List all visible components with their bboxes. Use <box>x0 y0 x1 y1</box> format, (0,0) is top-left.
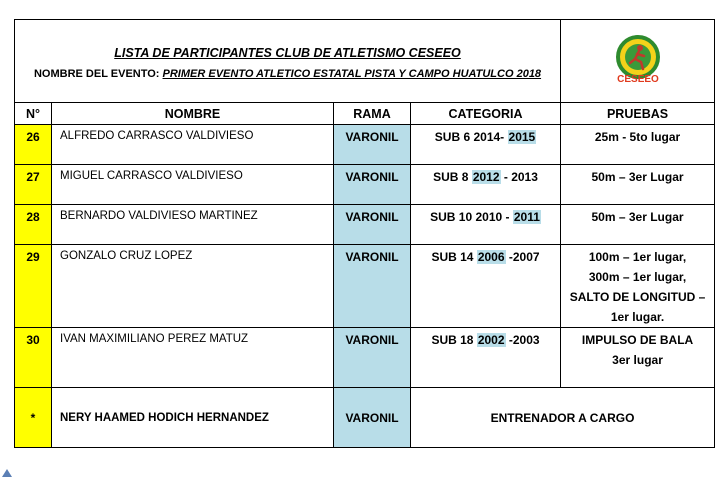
table-row <box>15 165 715 205</box>
cat-text-end: -2007 <box>508 250 540 264</box>
column-header-row <box>15 103 715 125</box>
pruebas-value <box>561 245 715 328</box>
categoria-value <box>411 245 561 328</box>
rama-value: VARONIL <box>334 205 411 245</box>
participant-name: MIGUEL CARRASCO VALDIVIESO <box>52 165 334 205</box>
table-row <box>15 205 715 245</box>
cat-highlight: 2015 <box>508 130 536 144</box>
participant-name: GONZALO CRUZ LOPEZ <box>52 245 334 328</box>
prueba-line: 25m - 5to lugar <box>594 130 681 144</box>
prueba-line: 50m – 3er Lugar <box>591 210 684 224</box>
cat-text: SUB 8 <box>433 170 469 184</box>
categoria-value <box>411 205 561 245</box>
row-number: 28 <box>15 205 52 245</box>
coach-role: ENTRENADOR A CARGO <box>411 388 715 448</box>
categoria-value <box>411 165 561 205</box>
col-nombre: NOMBRE <box>52 103 334 125</box>
row-number: 27 <box>15 165 52 205</box>
participant-name: ALFREDO CARRASCO VALDIVIESO <box>52 125 334 165</box>
prueba-line: IMPULSO DE BALA <box>581 333 694 347</box>
prueba-line: 100m – 1er lugar, <box>588 250 687 264</box>
header-cell <box>15 20 561 103</box>
logo-text: CESEEO <box>616 73 659 85</box>
categoria-value <box>411 125 561 165</box>
coach-marker: * <box>15 388 52 448</box>
participant-name: IVAN MAXIMILIANO PEREZ MATUZ <box>52 328 334 388</box>
event-label: NOMBRE DEL EVENTO: <box>33 68 160 80</box>
rama-value: VARONIL <box>334 328 411 388</box>
prueba-line: 3er lugar <box>612 353 663 367</box>
document-title: LISTA DE PARTICIPANTES CLUB DE ATLETISMO CESEEO <box>114 46 461 60</box>
cat-text: SUB 10 2010 - <box>430 210 510 224</box>
table-row <box>15 125 715 165</box>
rama-value: VARONIL <box>334 245 411 328</box>
categoria-value <box>411 328 561 388</box>
col-rama: RAMA <box>334 103 411 125</box>
row-number: 26 <box>15 125 52 165</box>
cat-highlight: 2012 <box>472 170 500 184</box>
rama-value: VARONIL <box>334 165 411 205</box>
cat-highlight: 2011 <box>513 210 540 224</box>
participants-table <box>14 19 715 448</box>
prueba-line: 300m – 1er lugar, <box>588 270 687 284</box>
prueba-line: 1er lugar. <box>610 310 665 324</box>
logo-cell <box>561 20 715 103</box>
pruebas-value <box>561 125 715 165</box>
event-line <box>15 68 560 80</box>
cat-text-end: - 2013 <box>503 170 538 184</box>
participant-name: BERNARDO VALDIVIESO MARTINEZ <box>52 205 334 245</box>
pruebas-value <box>561 328 715 388</box>
col-categoria: CATEGORIA <box>411 103 561 125</box>
club-logo-icon <box>611 35 665 85</box>
header-row <box>15 20 715 103</box>
coach-row <box>15 388 715 448</box>
cat-text: SUB 18 <box>431 333 474 347</box>
cat-text: SUB 6 2014- <box>434 130 505 144</box>
triangle-marker-icon <box>2 469 12 477</box>
cat-text-end: -2003 <box>508 333 540 347</box>
pruebas-value <box>561 205 715 245</box>
cat-text: SUB 14 <box>431 250 474 264</box>
row-number: 29 <box>15 245 52 328</box>
rama-value: VARONIL <box>334 125 411 165</box>
col-num: N° <box>15 103 52 125</box>
event-name: PRIMER EVENTO ATLETICO ESTATAL PISTA Y CAMPO HUATULCO 2018 <box>162 68 542 80</box>
prueba-line: SALTO DE LONGITUD – <box>569 290 706 304</box>
col-pruebas: PRUEBAS <box>561 103 715 125</box>
row-number: 30 <box>15 328 52 388</box>
coach-rama: VARONIL <box>334 388 411 448</box>
table-row <box>15 328 715 388</box>
pruebas-value <box>561 165 715 205</box>
cat-highlight: 2002 <box>477 333 505 347</box>
prueba-line: 50m – 3er Lugar <box>591 170 684 184</box>
coach-name: NERY HAAMED HODICH HERNANDEZ <box>52 388 334 448</box>
cat-highlight: 2006 <box>477 250 505 264</box>
table-row <box>15 245 715 328</box>
